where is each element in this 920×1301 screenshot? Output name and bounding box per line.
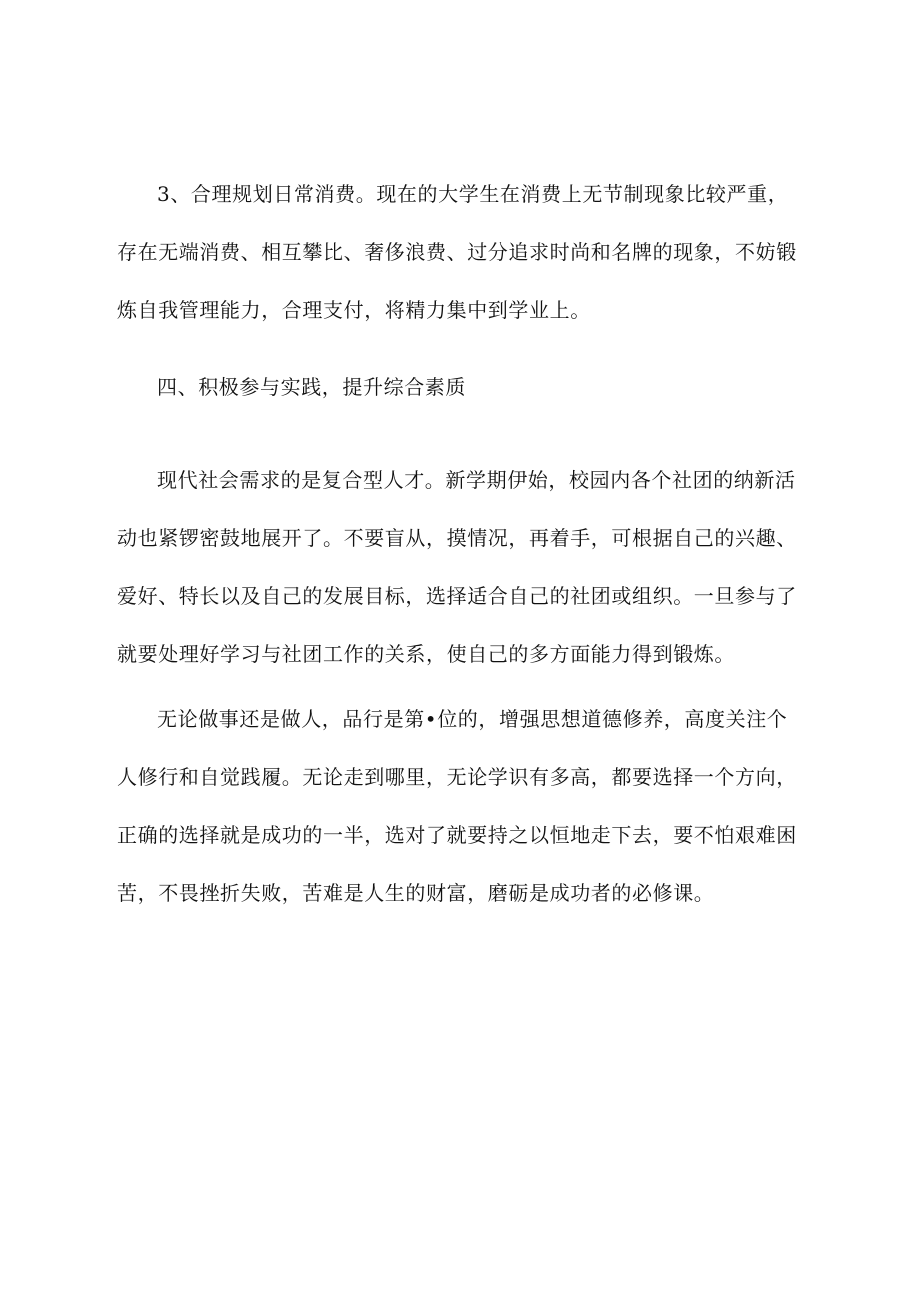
text-line: 人修行和自觉践履。无论走到哪里，无论学识有多高，都要选择一个方向， bbox=[117, 765, 797, 789]
text-line: 动也紧锣密鼓地展开了。不要盲从，摸情况，再着手，可根据自己的兴趣、 bbox=[117, 526, 797, 550]
text-line: 苦，不畏挫折失败，苦难是人生的财富，磨砺是成功者的必修课。 bbox=[117, 881, 715, 905]
text-line: 炼自我管理能力，合理支付，将精力集中到学业上。 bbox=[117, 298, 591, 322]
section-heading bbox=[0, 358, 920, 416]
text-line: 爱好、特长以及自己的发展目标，选择适合自己的社团或组织。一旦参与了 bbox=[117, 584, 797, 608]
heading-text: 四、积极参与实践，提升综合素质 bbox=[157, 375, 466, 399]
paragraph-clubs bbox=[0, 451, 920, 683]
text-line: 无论做事还是做人，品行是第•位的，增强思想道德修养，高度关注个 bbox=[157, 707, 788, 731]
text-line: 3、合理规划日常消费。现在的大学生在消费上无节制现象比较严重， bbox=[157, 182, 789, 206]
text-line: 正确的选择就是成功的一半，选对了就要持之以恒地走下去，要不怕艰难困 bbox=[117, 823, 797, 847]
text-line: 现代社会需求的是复合型人才。新学期伊始，校园内各个社团的纳新活 bbox=[157, 468, 796, 492]
text-line: 就要处理好学习与社团工作的关系，使自己的多方面能力得到锻炼。 bbox=[117, 642, 735, 666]
paragraph-consumption bbox=[0, 165, 920, 339]
text-line: 存在无端消费、相互攀比、奢侈浪费、过分追求时尚和名牌的现象，不妨锻 bbox=[117, 240, 797, 264]
paragraph-character bbox=[0, 690, 920, 922]
